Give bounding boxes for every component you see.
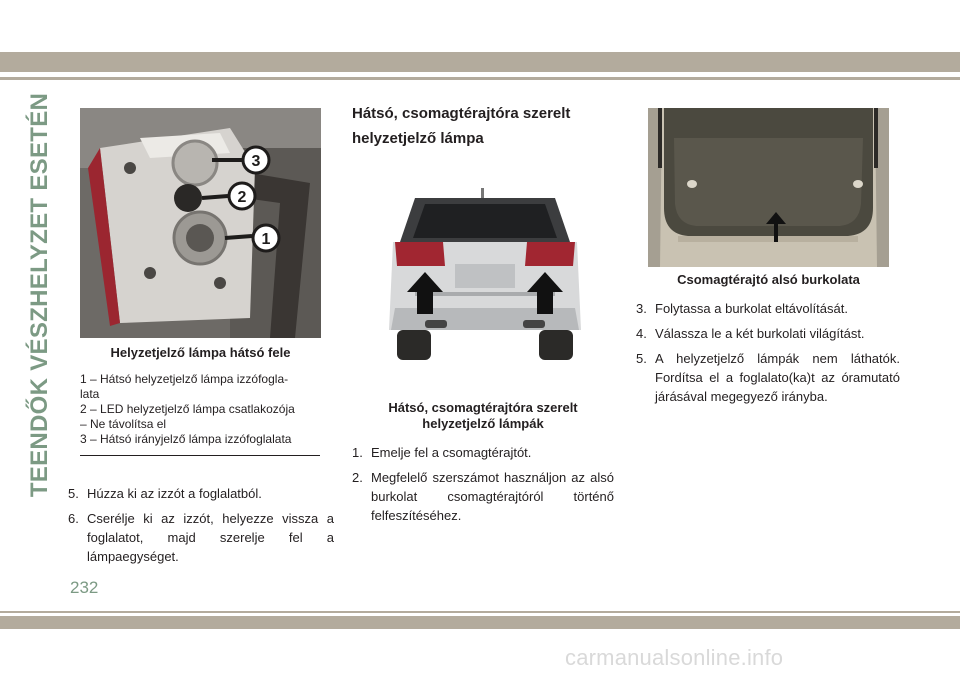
step-number: 2. (352, 470, 363, 485)
step-item (352, 443, 614, 462)
step-number: 3. (636, 301, 647, 316)
step-item (636, 299, 900, 318)
figure1-caption: Helyzetjelző lámpa hátsó fele (110, 345, 291, 360)
callout-1: 1 (261, 231, 271, 248)
step-number: 4. (636, 326, 647, 341)
steps-left (68, 484, 334, 572)
step-item (352, 468, 614, 525)
step-text: Emelje fel a csomagtérajtót. (371, 445, 532, 460)
header-rule (0, 77, 960, 80)
legend-line: – Ne távolítsa el (80, 417, 167, 431)
step-number: 1. (352, 445, 363, 460)
rear-liftgate-lamps-photo (385, 180, 585, 368)
chapter-side-title: TEENDŐK VÉSZHELYZET ESETÉN (26, 92, 53, 498)
step-text: Folytassa a burkolat eltávolítását. (655, 301, 848, 316)
step-text: Válassza le a két burkolati világítást. (655, 326, 865, 341)
legend-line: lata (80, 387, 100, 401)
page-number: 232 (70, 578, 99, 597)
step-item (636, 349, 900, 406)
legend-rule (80, 455, 320, 456)
step-text: Húzza ki az izzót a foglalatból. (87, 486, 262, 501)
header-band (0, 52, 960, 72)
step-item (636, 324, 900, 343)
figure3-caption: Csomagtérajtó alsó burkolata (677, 272, 860, 287)
step-number: 5. (636, 351, 647, 366)
steps-right (636, 299, 900, 412)
site-watermark: carmanualsonline.info (565, 645, 784, 670)
legend-line: 3 – Hátsó irányjelző lámpa izzófoglalata (80, 432, 292, 446)
step-number: 5. (68, 486, 79, 501)
callout-2: 2 (237, 189, 247, 206)
step-text: Megfelelő szerszámot használjon az alsó burkolat csomagtérajtóról történő felfeszítéséhez. (371, 470, 614, 523)
step-item (68, 484, 334, 503)
footer-rule (0, 611, 960, 613)
liftgate-lower-trim-photo (648, 108, 889, 267)
step-number: 6. (68, 511, 79, 526)
step-item (68, 509, 334, 566)
steps-middle (352, 443, 614, 531)
footer-band (0, 616, 960, 629)
section-heading: Hátsó, csomagtérajtóra szerelt helyzetjelző lámpa (352, 105, 571, 147)
figure2-caption-line2: helyzetjelző lámpák (422, 416, 544, 431)
callout-3: 3 (251, 153, 261, 170)
legend-line: 1 – Hátsó helyzetjelző lámpa izzófogla- (80, 372, 289, 386)
figure2-caption (352, 400, 614, 432)
step-text: A helyzetjelző lámpák nem láthatók. Fordítsa el a foglalato(ka)t az óramutató járásával megegyező irányba. (655, 351, 900, 404)
figure1-legend (80, 372, 320, 447)
tail-lamp-rear-photo (80, 108, 321, 338)
step-text: Cserélje ki az izzót, helyezze vissza a foglalatot, majd szerelje fel a lámpaegységet. (87, 511, 334, 564)
figure2-caption-line1: Hátsó, csomagtérajtóra szerelt (388, 400, 578, 415)
legend-line: 2 – LED helyzetjelző lámpa csatlakozója (80, 402, 295, 416)
